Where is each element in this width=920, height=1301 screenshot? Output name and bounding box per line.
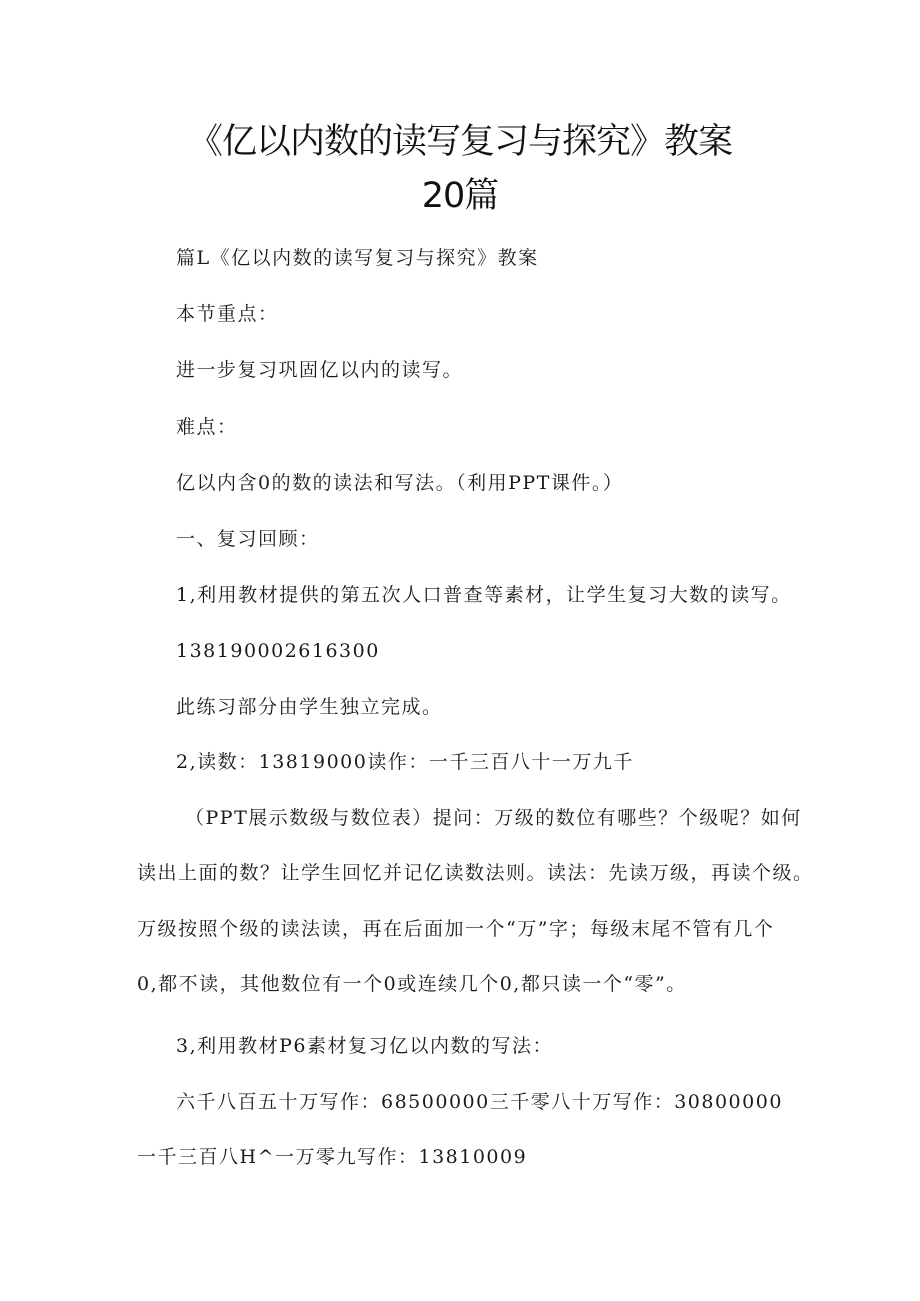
key-points-text: 进一步复习巩固亿以内的读写。 bbox=[176, 359, 464, 381]
paragraph-line: （PPT展示数级与数位表）提问：万级的数位有哪些？个级呢？如何 bbox=[185, 807, 802, 829]
review-item-3: 3,利用教材P6素材复习亿以内数的写法： bbox=[176, 1035, 554, 1057]
review-item-1: 1,利用教材提供的第五次人口普查等素材，让学生复习大数的读写。 bbox=[176, 584, 792, 606]
section-heading: 篇L《亿以内数的读写复习与探究》教案 bbox=[176, 247, 539, 269]
document-title-count: 20篇 bbox=[421, 176, 499, 216]
paragraph-line: 万级按照个级的读法读，再在后面加一个“万”字；每级末尾不管有几个 bbox=[137, 918, 775, 940]
paragraph-line: 0,都不读，其他数位有一个0或连续几个0,都只读一个“零”。 bbox=[137, 973, 687, 995]
writing-example-2: 一千三百八H^一万零九写作：13810009 bbox=[137, 1146, 528, 1168]
document-title: 《亿以内数的读写复习与探究》教案 bbox=[187, 122, 732, 162]
review-heading: 一、复习回顾： bbox=[176, 528, 320, 550]
writing-example-1: 六千八百五十万写作：68500000三千零八十万写作：30800000 bbox=[176, 1091, 783, 1113]
practice-note: 此练习部分由学生独立完成。 bbox=[176, 696, 443, 718]
review-item-2: 2,读数：13819000读作：一千三百八十一万九千 bbox=[176, 751, 634, 773]
number-example: 138190002616300 bbox=[176, 640, 380, 662]
paragraph-line: 读出上面的数？让学生回忆并记亿读数法则。读法：先读万级，再读个级。 bbox=[137, 862, 814, 884]
difficulty-text: 亿以内含0的数的读法和写法。（利用PPT课件。） bbox=[176, 472, 624, 494]
key-points-label: 本节重点： bbox=[176, 303, 279, 325]
difficulty-label: 难点： bbox=[176, 416, 238, 438]
